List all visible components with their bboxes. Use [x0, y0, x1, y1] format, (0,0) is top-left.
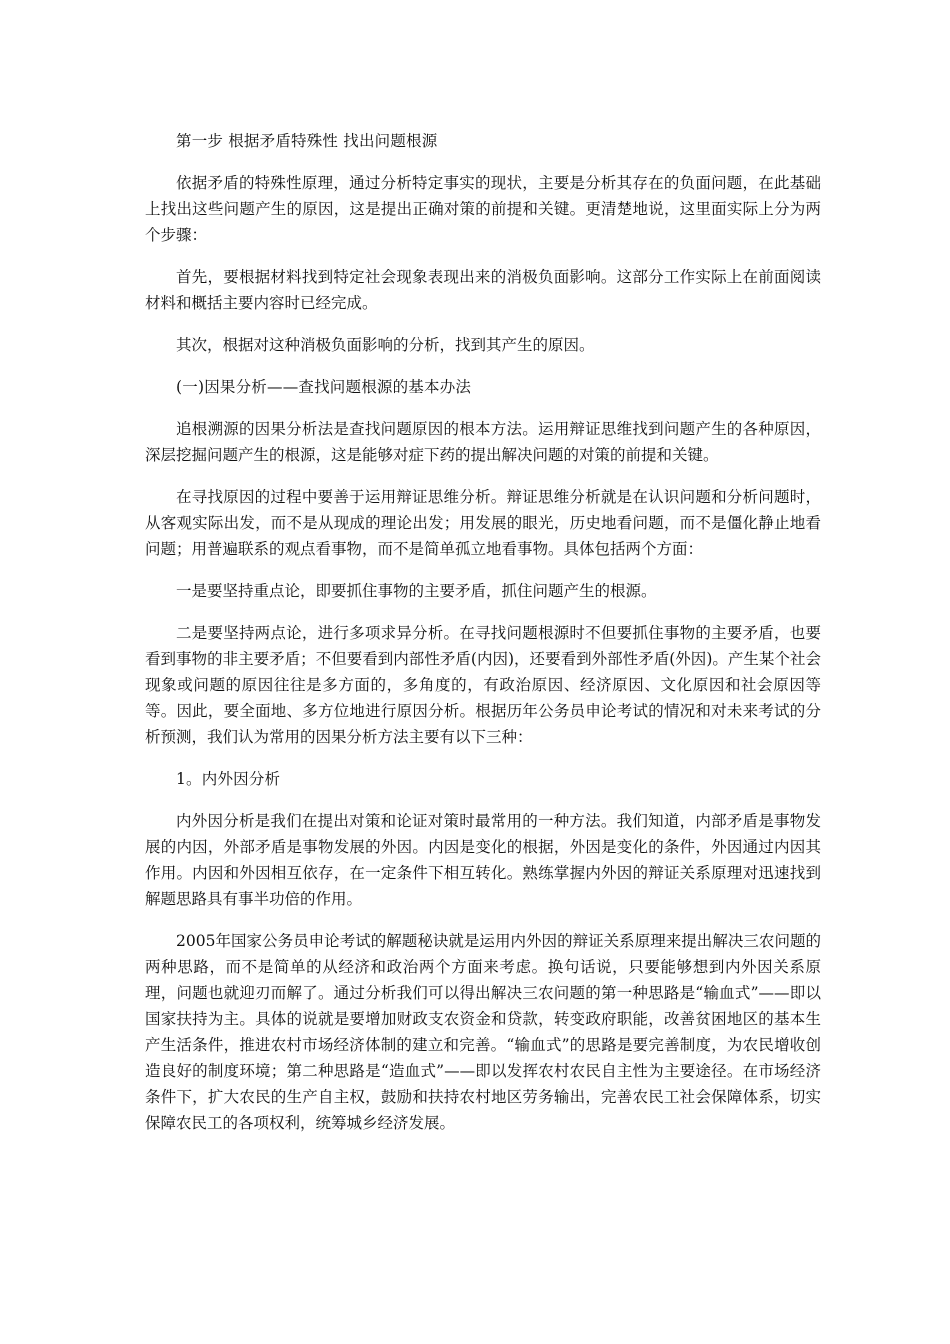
paragraph-key-point-theory: 一是要坚持重点论，即要抓住事物的主要矛盾，抓住问题产生的根源。 [176, 582, 657, 600]
paragraph-first-step: 首先，要根据材料找到特定社会现象表现出来的消极负面影响。这部分工作实际上在前面阅读材料和概括主要内容时已经完成。 [145, 268, 821, 312]
subheading-internal-external: 1。内外因分析 [176, 770, 281, 788]
paragraph-2005-exam-example: 2005年国家公务员申论考试的解题秘诀就是运用内外因的辩证关系原理来提出解决三农问题的两种思路，而不是简单的从经济和政治两个方面来考虑。换句话说，只要能够想到内外因关系原理，问题也就迎刃而解了。通过分析我们可以得出解决三农问题的第一种思路是“输血式”——即以国家扶持为主。具体的说就是要增加财政支农资金和贷款，转变政府职能，改善贫困地区的基本生产生活条件，推进农村市场经济体制的建立和完善。“输血式”的思路是要完善制度，为农民增收创造良好的制度环境；第二种思路是“造血式”——即以发挥农村农民自主性为主要途径。在市场经济条件下，扩大农民的生产自主权，鼓励和扶持农村地区劳务输出，完善农民工社会保障体系，切实保障农民工的各项权利，统筹城乡经济发展。 [145, 932, 821, 1132]
paragraph-second-step: 其次，根据对这种消极负面影响的分析，找到其产生的原因。 [176, 336, 595, 354]
paragraph-dialectical-thinking: 在寻找原因的过程中要善于运用辩证思维分析。辩证思维分析就是在认识问题和分析问题时，从客观实际出发，而不是从现成的理论出发；用发展的眼光，历史地看问题，而不是僵化静止地看问题；用普遍联系的观点看事物，而不是简单孤立地看事物。具体包括两个方面： [145, 488, 821, 558]
paragraph-intro: 依据矛盾的特殊性原理，通过分析特定事实的现状，主要是分析其存在的负面问题，在此基础上找出这些问题产生的原因，这是提出正确对策的前提和关键。更清楚地说，这里面实际上分为两个步骤： [145, 174, 821, 244]
section-heading-causal-analysis: (一)因果分析——查找问题根源的基本办法 [176, 378, 472, 396]
paragraph-internal-external-analysis: 内外因分析是我们在提出对策和论证对策时最常用的一种方法。我们知道，内部矛盾是事物发展的内因，外部矛盾是事物发展的外因。内因是变化的根据，外因是变化的条件，外因通过内因其作用。内因和外因相互依存，在一定条件下相互转化。熟练掌握内外因的辩证关系原理对迅速找到解题思路具有事半功倍的作用。 [145, 812, 821, 908]
paragraph-two-point-theory: 二是要坚持两点论，进行多项求异分析。在寻找问题根源时不但要抓住事物的主要矛盾，也要看到事物的非主要矛盾；不但要看到内部性矛盾(内因)，还要看到外部性矛盾(外因)。产生某个社会现象或问题的原因往往是多方面的，多角度的，有政治原因、经济原因、文化原因和社会原因等等。因此，要全面地、多方位地进行原因分析。根据历年公务员申论考试的情况和对未来考试的分析预测，我们认为常用的因果分析方法主要有以下三种： [145, 624, 821, 746]
paragraph-causal-method: 追根溯源的因果分析法是查找问题原因的根本方法。运用辩证思维找到问题产生的各种原因，深层挖掘问题产生的根源，这是能够对症下药的提出解决问题的对策的前提和关键。 [145, 420, 821, 464]
step-heading: 第一步 根据矛盾特殊性 找出问题根源 [176, 132, 438, 150]
document-body [145, 128, 821, 1152]
